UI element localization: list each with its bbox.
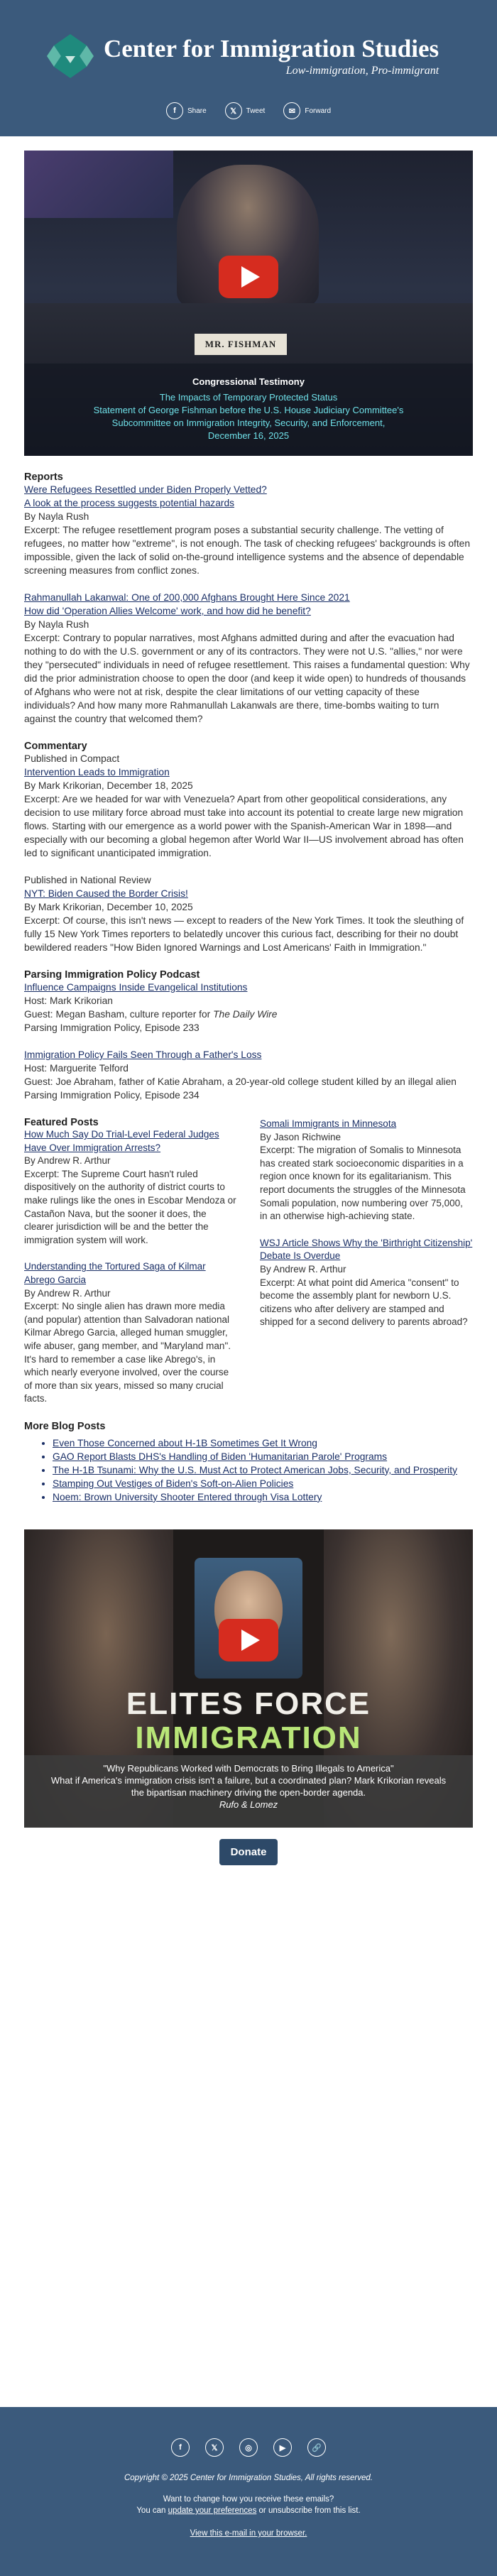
report-excerpt: Excerpt: Contrary to popular narratives, most Afghans admitted during and after the evacuation had nothing to do with the U.S. government or any of its contractors. They were not U.S. "allies," nor were they "persecuted" individuals in need of refugee resettlement. This raises a fundamental question: Why did the prior administration choose to open the door (and keep it wide open) to hundreds of thousands of Afghans who were not at risk, despite the clear limitations of our vetting capacity of these individuals? And how many more Rahmanullah Lakanwals are there, time-bombs waiting to turn against the country that welcomed them? [24, 633, 470, 724]
share-label: Share [187, 107, 207, 115]
featured-byline: By Andrew R. Arthur [24, 1287, 111, 1299]
brand-title: Center for Immigration Studies [104, 35, 439, 62]
featured-byline: By Andrew R. Arthur [260, 1263, 346, 1275]
featured-heading: Featured Posts [24, 1117, 99, 1128]
blog-list-item [53, 1477, 473, 1490]
reports-section [24, 471, 473, 726]
blog-heading: More Blog Posts [24, 1420, 106, 1432]
video-caption-line: Statement of George Fishman before the U.S. House Judiciary Committee's [93, 405, 404, 415]
x-icon: 𝕏 [225, 102, 242, 119]
video-caption-credit: Rufo & Lomez [219, 1799, 278, 1810]
tweet-label: Tweet [246, 107, 266, 115]
play-icon [241, 1630, 260, 1651]
blog-list-item [53, 1436, 473, 1450]
report-title-link[interactable]: Were Refugees Resettled under Biden Properly Vetted? [24, 484, 267, 495]
commentary-section [24, 741, 473, 954]
commentary-item [24, 873, 473, 954]
instagram-icon[interactable]: ◎ [239, 2438, 258, 2457]
featured-byline: By Andrew R. Arthur [24, 1155, 111, 1167]
featured-byline: By Jason Richwine [260, 1131, 342, 1142]
elites-video-thumbnail[interactable] [24, 1529, 473, 1828]
blog-post-link[interactable]: The H-1B Tsunami: Why the U.S. Must Act to Protect American Jobs, Security, and Prosperity [53, 1464, 457, 1475]
video-caption-description: What if America's immigration crisis isn't a failure, but a coordinated plan? Mark Krikorian reveals the bipartisan machinery driving the open-border agenda. [50, 1774, 447, 1798]
commentary-published: Published in Compact [24, 753, 120, 764]
podcast-title-link[interactable]: Immigration Policy Fails Seen Through a Father's Loss [24, 1049, 262, 1060]
footer-copyright: Copyright © 2025 Center for Immigration Studies, All rights reserved. [124, 2474, 373, 2482]
podcast-title-link[interactable]: Influence Campaigns Inside Evangelical Institutions [24, 982, 248, 993]
blog-list-item [53, 1463, 473, 1477]
blog-post-link[interactable]: Stamping Out Vestiges of Biden's Soft-on-Alien Policies [53, 1478, 294, 1489]
donate-button[interactable]: Donate [219, 1839, 278, 1865]
blog-post-link[interactable]: Noem: Brown University Shooter Entered through Visa Lottery [53, 1491, 322, 1502]
reports-heading: Reports [24, 471, 63, 483]
commentary-heading: Commentary [24, 741, 87, 752]
podcast-host: Host: Marguerite Telford [24, 1063, 129, 1074]
testimony-video-thumbnail[interactable] [24, 151, 473, 456]
brand-tagline: Low-immigration, Pro-immigrant [285, 65, 439, 77]
blog-list [24, 1436, 473, 1504]
video-play-button[interactable] [219, 1619, 278, 1661]
podcast-episode: Parsing Immigration Policy, Episode 233 [24, 1022, 200, 1033]
cis-logo-icon [45, 31, 95, 81]
podcast-guest-outlet: The Daily Wire [213, 1009, 278, 1020]
featured-item [24, 1260, 237, 1406]
video-caption-line: Subcommittee on Immigration Integrity, Security, and Enforcement, [111, 417, 386, 428]
commentary-published: Published in National Review [24, 875, 151, 885]
podcast-guest-text: Guest: Megan Basham, culture reporter for [24, 1009, 214, 1020]
podcast-episode: Parsing Immigration Policy, Episode 234 [24, 1090, 200, 1101]
featured-title-link[interactable]: Understanding the Tortured Saga of Kilmar Abrego Garcia [24, 1261, 206, 1285]
featured-excerpt: Excerpt: No single alien has drawn more media (and popular) attention than Salvadoran national Kilmar Abrego Garcia, alleged human smuggler, wife abuser, gang member, and "Maryland man". It's hard to remember a case like Abrego's, in which nearly everyone involved, over the course of more than six years, missed so many crucial facts. [24, 1301, 231, 1404]
play-icon [241, 266, 260, 288]
report-item [24, 483, 473, 577]
footer-change-line: Want to change how you receive these emails? [163, 2495, 334, 2504]
share-forward-button[interactable] [283, 102, 331, 119]
facebook-icon[interactable]: f [171, 2438, 190, 2457]
report-byline: By Nayla Rush [24, 619, 89, 630]
featured-item [260, 1118, 473, 1223]
commentary-title-link[interactable]: Intervention Leads to Immigration [24, 767, 170, 777]
email-footer [0, 2407, 497, 2576]
commentary-byline: By Mark Krikorian, December 18, 2025 [24, 780, 193, 791]
report-byline: By Nayla Rush [24, 511, 89, 522]
video-title-line-2: IMMIGRATION [135, 1720, 362, 1755]
video-audience-area [24, 151, 173, 218]
commentary-title-link[interactable]: NYT: Biden Caused the Border Crisis! [24, 888, 188, 899]
share-bar [0, 102, 497, 119]
commentary-excerpt: Excerpt: Are we headed for war with Venezuela? Apart from other geopolitical considerations, any decision to use military force abroad must take into account its potential to create large new migration flows. Starting with our emergence as a world power with the Spanish-American War in 1898—and especially with our becoming a global hegemon after World War II—US involvement abroad has often led to significant unanticipated immigration. [24, 794, 464, 858]
share-tweet-button[interactable] [225, 102, 266, 119]
report-subtitle-link[interactable]: How did 'Operation Allies Welcome' work, and how did he benefit? [24, 606, 311, 616]
share-facebook-button[interactable] [166, 102, 207, 119]
youtube-icon[interactable]: ▶ [273, 2438, 292, 2457]
podcast-item [24, 981, 473, 1035]
blog-list-item [53, 1450, 473, 1463]
footer-update-suffix: or unsubscribe from this list. [256, 2506, 361, 2515]
report-item [24, 591, 473, 726]
donate-area [24, 1839, 473, 1865]
podcast-host: Host: Mark Krikorian [24, 995, 113, 1006]
video-nameplate: MR. FISHMAN [195, 334, 287, 355]
featured-item [260, 1237, 473, 1329]
forward-label: Forward [305, 107, 332, 115]
facebook-icon: f [166, 102, 183, 119]
report-subtitle-link[interactable]: A look at the process suggests potential hazards [24, 498, 235, 508]
footer-view-browser [0, 2529, 497, 2538]
podcast-guest [24, 1008, 473, 1021]
video-caption-title: Congressional Testimony [192, 376, 305, 387]
featured-excerpt: Excerpt: The migration of Somalis to Minnesota has created stark socioeconomic disparities in a region once known for its egalitarianism. This report documents the struggles of the Minnesota Somali population, now numbering over 75,000, in an otherwise high-achieving state. [260, 1145, 466, 1222]
brand-logo[interactable] [45, 31, 439, 81]
featured-excerpt: Excerpt: At what point did America "consent" to become the assembly plant for newborn U.S. citizens who after delivery are stamped and shipped for a second delivery to parents abroad? [260, 1277, 468, 1328]
email-content [24, 151, 473, 1865]
update-preferences-link[interactable]: update your preferences [168, 2506, 257, 2515]
featured-right-column [260, 1117, 473, 1406]
video-title-line-1: ELITES FORCE [126, 1686, 371, 1721]
podcast-heading: Parsing Immigration Policy Podcast [24, 969, 200, 981]
featured-section [24, 1117, 473, 1406]
blog-post-link[interactable]: Even Those Concerned about H-1B Sometimes Get It Wrong [53, 1437, 317, 1448]
blog-list-item [53, 1490, 473, 1504]
video-caption-quote: "Why Republicans Worked with Democrats to Bring Illegals to America" [103, 1762, 394, 1774]
podcast-item [24, 1048, 473, 1102]
footer-social-icons [0, 2438, 497, 2457]
video-play-button[interactable] [219, 256, 278, 298]
podcast-guest: Guest: Joe Abraham, father of Katie Abraham, a 20-year-old college student killed by an illegal alien [24, 1076, 457, 1087]
link-icon[interactable]: 🔗 [307, 2438, 326, 2457]
email-icon: ✉ [283, 102, 300, 119]
commentary-byline: By Mark Krikorian, December 10, 2025 [24, 902, 193, 912]
featured-title-link[interactable]: Somali Immigrants in Minnesota [260, 1118, 397, 1129]
podcast-section [24, 969, 473, 1102]
report-excerpt: Excerpt: The refugee resettlement program poses a substantial security challenge. The vetting of refugees, no matter how "extreme", is not enough. The task of checking refugees' backgrounds is often impossible, given the lack of solid on-the-ground intelligence systems and the absence of dependable screening measures from conflict zones. [24, 525, 471, 576]
video-caption-line: December 16, 2025 [207, 430, 290, 441]
blog-post-link[interactable]: GAO Report Blasts DHS's Handling of Biden 'Humanitarian Parole' Programs [53, 1451, 388, 1462]
commentary-item [24, 752, 473, 860]
commentary-excerpt: Excerpt: Of course, this isn't news — except to readers of the New York Times. It took the sleuthing of fully 15 New York Times reporters to belatedly uncover this curious fact, describing for their no doubt bewildered readers "How Biden Ignored Warnings and Lost Americans' Faith in Immigration." [24, 915, 464, 953]
x-icon[interactable]: 𝕏 [205, 2438, 224, 2457]
featured-left-column [24, 1117, 237, 1406]
video-caption [24, 364, 473, 456]
view-in-browser-link[interactable]: View this e-mail in your browser. [190, 2529, 307, 2538]
video-caption [24, 1755, 473, 1828]
featured-item [24, 1128, 237, 1247]
email-header [0, 0, 497, 136]
footer-preferences-line [0, 2506, 497, 2515]
report-title-link[interactable]: Rahmanullah Lakanwal: One of 200,000 Afghans Brought Here Since 2021 [24, 592, 350, 603]
footer-update-prefix: You can [136, 2506, 168, 2515]
featured-title-link[interactable]: How Much Say Do Trial-Level Federal Judges Have Over Immigration Arrests? [24, 1129, 219, 1153]
video-caption-line: The Impacts of Temporary Protected Status [159, 392, 338, 403]
blog-section [24, 1421, 473, 1504]
featured-title-link[interactable]: WSJ Article Shows Why the 'Birthright Citizenship' Debate Is Overdue [260, 1237, 473, 1262]
featured-excerpt: Excerpt: The Supreme Court hasn't ruled dispositively on the authority of district courts to make rulings like the ones in Escobar Mendoza or Castañon Nava, but the sooner it does, the clearer jurisdiction will be and the better the immigration system will work. [24, 1168, 236, 1245]
